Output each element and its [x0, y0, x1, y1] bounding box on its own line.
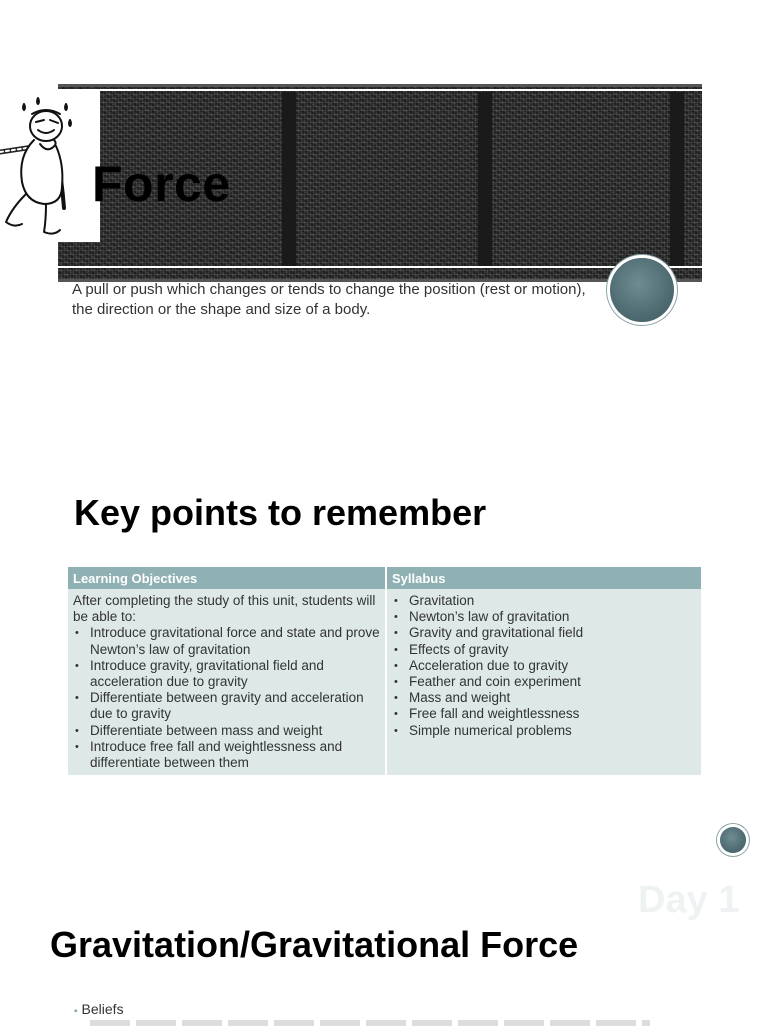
objectives-intro: After completing the study of this unit, students will be able to: — [73, 593, 376, 625]
syllabus-list — [392, 593, 696, 739]
force-title: Force — [92, 156, 231, 212]
column-header-syllabus: Syllabus — [386, 567, 701, 589]
syllabus-item: • Gravity and gravitational field — [409, 625, 696, 641]
circle-badge-small — [720, 827, 746, 853]
syllabus-item: • Gravitation — [409, 593, 696, 609]
force-definition: A pull or push which changes or tends to change the position (rest or motion), the direction or the shape and size of a body. — [72, 281, 586, 318]
objectives-cell — [68, 589, 386, 775]
objectives-list — [73, 625, 380, 771]
banner-rule-bottom — [58, 266, 702, 268]
column-header-objectives: Learning Objectives — [68, 567, 386, 589]
objective-item: • Introduce free fall and weightlessness and differentiate between them — [90, 739, 380, 771]
banner-divider — [282, 92, 296, 266]
person-pulling-rope-illustration — [0, 90, 100, 242]
objective-item: • Introduce gravity, gravitational field and acceleration due to gravity — [90, 658, 380, 690]
figure-panel — [0, 90, 100, 242]
cutoff-text-line — [90, 1020, 650, 1026]
objective-item: • Introduce gravitational force and state and prove Newton’s law of gravitation — [90, 625, 380, 657]
objective-item: • Differentiate between mass and weight — [90, 723, 380, 739]
day-label: Day 1 — [638, 879, 740, 921]
syllabus-item: • Newton’s law of gravitation — [409, 609, 696, 625]
key-points-heading: Key points to remember — [74, 492, 487, 533]
syllabus-item: • Feather and coin experiment — [409, 674, 696, 690]
banner-rule-top — [58, 89, 702, 91]
syllabus-item: • Free fall and weightlessness — [409, 706, 696, 722]
banner-divider — [478, 92, 492, 266]
syllabus-item: • Effects of gravity — [409, 642, 696, 658]
syllabus-item: • Simple numerical problems — [409, 723, 696, 739]
bullet-item: ▪ Beliefs — [74, 1001, 124, 1017]
banner-divider — [670, 92, 684, 266]
learning-table — [68, 567, 701, 775]
syllabus-cell — [386, 589, 701, 775]
syllabus-item: • Acceleration due to gravity — [409, 658, 696, 674]
gravitation-bullets — [74, 1001, 124, 1017]
syllabus-item: • Mass and weight — [409, 690, 696, 706]
objective-item: • Differentiate between gravity and acceleration due to gravity — [90, 690, 380, 722]
circle-badge — [610, 258, 674, 322]
gravitation-heading: Gravitation/Gravitational Force — [50, 924, 579, 965]
